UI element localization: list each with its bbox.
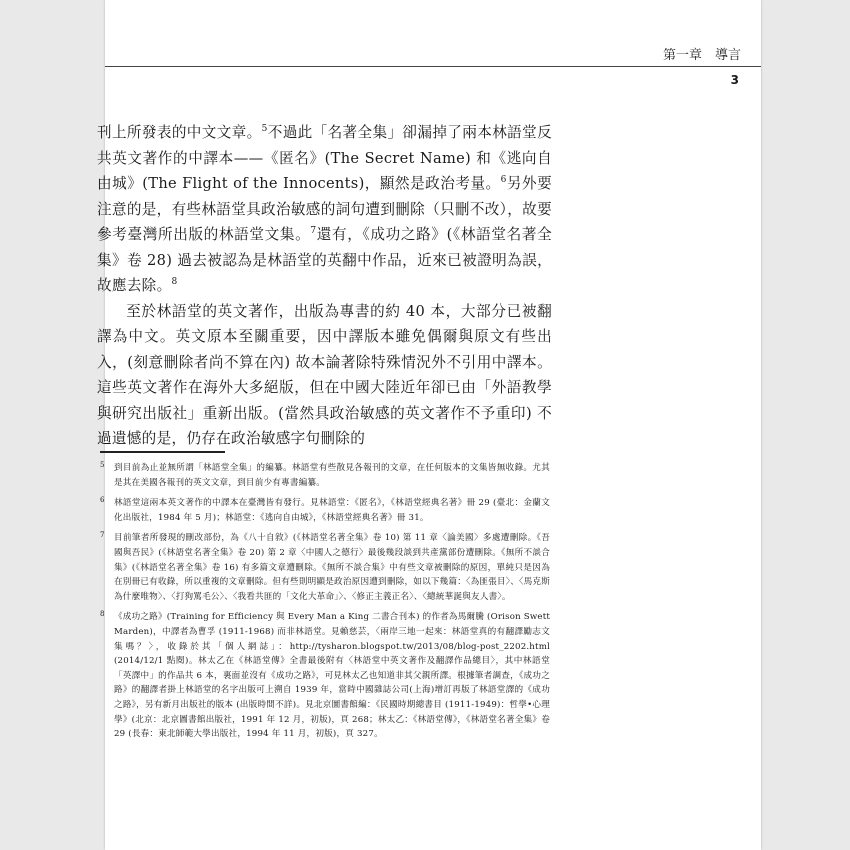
footnote-ref-7: 7 (310, 226, 317, 237)
p1-text-c: 另外要注意的是，有些林語堂具政治敏感的詞句遭到刪除（只刪不改），故要參考臺灣所出版的林語堂文集。 (97, 175, 552, 243)
footnote-number: 6 (100, 496, 105, 505)
footnote-separator (100, 451, 225, 453)
header-rule (105, 66, 761, 67)
running-head: 第一章 導言 (662, 48, 741, 63)
footnote-ref-8: 8 (171, 277, 178, 288)
footnote-text: 目前筆者所發現的刪改部份，為《八十自敘》(《林語堂名著全集》卷 10) 第 11 章〈論美國〉多處遭刪除。《吾國與吾民》(《林語堂名著全集》卷 20) 第 2 章〈中國人之德行〉最後幾段談到共產黨部份遭刪除。《無所不談合集》(《林語堂名著全集》卷 16) 有多篇文章遭刪除。《無所不談合集》中有些文章被刪除的原因，單純只是因為在別冊已有收錄，所以重複的文章刪除。但有些則明顯是政治原因遭到刪除，如以下幾篇：〈為匪張目〉、〈馬克斯為什麼唯物〉、〈打狗罵毛公〉、〈我看共匪的「文化大革命」〉、〈修正主義正名〉、〈總統華誕與友人書〉。 (114, 533, 550, 602)
paragraph-2: 至於林語堂的英文著作，出版為專書的約 40 本，大部分已被翻譯為中文。英文原本至關重要，因中譯版本雖免偶爾與原文有些出入，(刻意刪除者尚不算在內) 故本論著除特殊情況外不引用中譯本。這些英文著作在海外大多絕版，但在中國大陸近年卻已由「外語教學與研究出版社」重新出版。(當然具政治敏感的英文著作不予重印) 不過遺憾的是，仍存在政治敏感字句刪除的 (97, 302, 552, 447)
p1-text-d: 還有，《成功之路》(《林語堂名著全集》卷 28) 過去被認為是林語堂的英翻中作品，近來已被證明為誤，故應去除。 (97, 226, 552, 294)
footnote-number: 7 (100, 531, 105, 540)
footnote-text: 《成功之路》(Training for Efficiency 與 Every Man a King 二書合刊本) 的作者為馬爾騰 (Orison Swett Marden)，中譯者為曹孚 (1911-1968) 而非林語堂。見賴慈芸，〈兩岸三地一起來：林語堂真的有翻譯勵志文集嗎？〉，收錄於其「個人網誌」：http://tysharon.blogspot.tw/2013/08/blog-post_2202.html (2014/12/1 點閱)。林太乙在《林語堂傳》全書最後附有〈林語堂中英文著作及翻譯作品總目〉，其中林語堂「英譯中」的作品共 6 本，裏面並沒有《成功之路》，可見林太乙也知道非其父親所譯。根據筆者調查，《成功之路》的翻譯者掛上林語堂的名字出版可上溯自 1939 年，當時中國雜誌公司(上海)增訂再版了林語堂譯的《成功之路》，另有新月出版社的版本 (出版時間不詳)。見北京圖書館編：《民國時期總書目 (1911-1949)：哲學•心理學》(北京：北京圖書館出版社，1991 年 12 月，初版)，頁 268；林太乙：《林語堂傳》，《林語堂名著全集》卷 29 (長春：東北師範大學出版社，1994 年 11 月，初版)，頁 327。 (114, 612, 550, 740)
page-number: 3 (730, 73, 739, 87)
p1-text-b: 不過此「名著全集」卻漏掉了兩本林語堂反共英文著作的中譯本——《匿名》(The Secret Name) 和《逃向自由城》(The Flight of the Innocents)，顯然是政治考量。 (97, 124, 552, 192)
footnote (100, 461, 550, 490)
footnote (100, 496, 550, 525)
footnote-text: 林語堂這兩本英文著作的中譯本在臺灣皆有發行。見林語堂：《匿名》，《林語堂經典名著》冊 29 (臺北：金蘭文化出版社，1984 年 5 月)；林語堂：《逃向自由城》，《林語堂經典名著》冊 31。 (114, 498, 550, 523)
paragraph-1 (97, 120, 552, 299)
footnote (100, 531, 550, 604)
body-text (97, 120, 552, 452)
footnote-number: 8 (100, 610, 105, 619)
footnote (100, 610, 550, 741)
footnotes (100, 461, 550, 748)
p1-text-a: 刊上所發表的中文文章。 (97, 124, 262, 141)
footnote-ref-6: 6 (500, 175, 507, 186)
footnote-text: 到目前為止並無所謂「林語堂全集」的編纂。林語堂有些散見各報刊的文章，在任何版本的文集皆無收錄。尤其是其在美國各報刊的英文文章，到目前少有專書編纂。 (114, 463, 550, 488)
footnote-number: 5 (100, 461, 105, 469)
footnote-ref-5: 5 (261, 124, 268, 135)
